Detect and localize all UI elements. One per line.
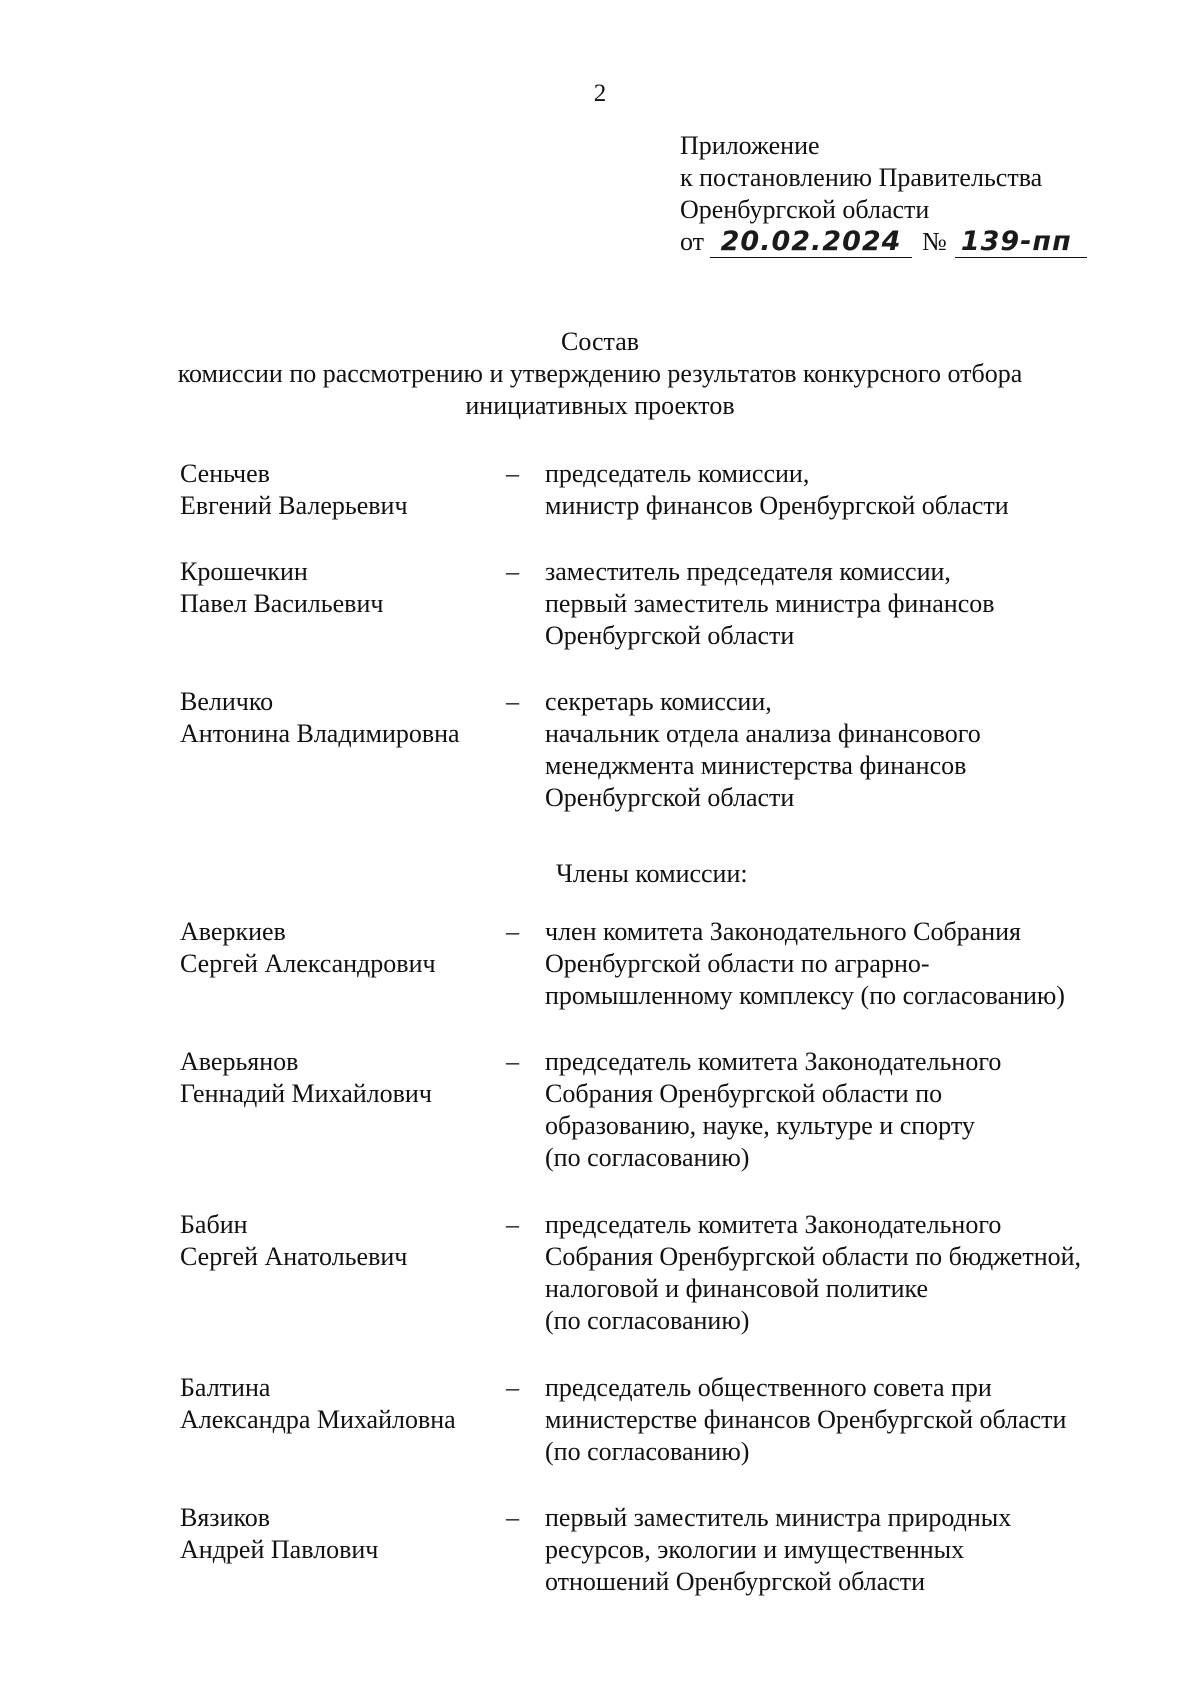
dash: –	[506, 1047, 519, 1076]
member-surname: Вязиков	[180, 1503, 271, 1532]
member-role	[545, 556, 1145, 652]
role-line: ресурсов, экологии и имущественных	[545, 1535, 965, 1564]
member-name	[180, 556, 500, 620]
number-sign: №	[922, 227, 947, 256]
member-given-names: Сергей Александрович	[180, 949, 436, 978]
title-line-2: инициативных проектов	[465, 391, 735, 420]
member-role	[545, 1502, 1145, 1598]
dash: –	[506, 1373, 519, 1402]
role-line: начальник отдела анализа финансового	[545, 719, 981, 748]
role-line: министр финансов Оренбургской области	[545, 491, 1009, 520]
role-line: председатель общественного совета при	[545, 1373, 992, 1402]
member-given-names: Антонина Владимировна	[180, 719, 460, 748]
role-line: промышленному комплексу (по согласованию)	[545, 981, 1065, 1010]
member-name	[180, 1502, 500, 1566]
member-surname: Балтина	[180, 1373, 271, 1402]
role-line: первый заместитель министра финансов	[545, 589, 995, 618]
role-line: секретарь комиссии,	[545, 687, 772, 716]
dash: –	[506, 917, 519, 946]
member-surname: Аверкиев	[180, 917, 286, 946]
role-line: (по согласованию)	[545, 1437, 750, 1466]
appendix-line-3: Оренбургской области	[680, 195, 930, 224]
role-line: председатель комитета Законодательного	[545, 1047, 1002, 1076]
member-role	[545, 458, 1145, 522]
appendix-block	[680, 130, 1087, 258]
title-line-1: комиссии по рассмотрению и утверждению результатов конкурсного отбора	[177, 359, 1023, 388]
appendix-date-number-line	[680, 226, 1087, 258]
role-line: (по согласованию)	[545, 1143, 750, 1172]
member-given-names: Павел Васильевич	[180, 589, 384, 618]
role-line: Оренбургской области по аграрно-	[545, 949, 930, 978]
member-role	[545, 1046, 1145, 1174]
member-role	[545, 1209, 1145, 1337]
role-line: член комитета Законодательного Собрания	[545, 917, 1022, 946]
handwritten-date: 20.02.2024	[710, 227, 912, 258]
member-surname: Величко	[180, 687, 274, 716]
role-line: первый заместитель министра природных	[545, 1503, 1012, 1532]
role-line: заместитель председателя комиссии,	[545, 557, 951, 586]
dash: –	[506, 687, 519, 716]
role-line: образованию, науке, культуре и спорту	[545, 1111, 975, 1140]
role-line: Оренбургской области	[545, 621, 795, 650]
member-given-names: Геннадий Михайлович	[180, 1079, 432, 1108]
role-line: председатель комиссии,	[545, 459, 810, 488]
member-given-names: Евгений Валерьевич	[180, 491, 408, 520]
dash: –	[506, 1503, 519, 1532]
appendix-line-1: Приложение	[680, 131, 820, 160]
member-surname: Аверьянов	[180, 1047, 299, 1076]
role-line: Собрания Оренбургской области по	[545, 1079, 943, 1108]
title-heading: Состав	[560, 327, 640, 356]
member-surname: Сеньчев	[180, 459, 270, 488]
member-name	[180, 1209, 500, 1273]
document-title	[0, 326, 1200, 422]
member-role	[545, 686, 1145, 814]
member-surname: Крошечкин	[180, 557, 308, 586]
appendix-line-2: к постановлению Правительства	[680, 163, 1043, 192]
role-line: (по согласованию)	[545, 1306, 750, 1335]
members-heading: Члены комиссии:	[556, 859, 748, 888]
member-name	[180, 686, 500, 750]
member-name	[180, 1046, 500, 1110]
dash: –	[506, 459, 519, 488]
member-role	[545, 916, 1145, 1012]
member-name	[180, 458, 500, 522]
role-line: отношений Оренбургской области	[545, 1567, 926, 1596]
handwritten-number: 139-пп	[955, 227, 1087, 258]
dash: –	[506, 1210, 519, 1239]
role-line: председатель комитета Законодательного	[545, 1210, 1002, 1239]
from-label: от	[680, 227, 705, 256]
role-line: налоговой и финансовой политике	[545, 1274, 929, 1303]
role-line: Собрания Оренбургской области по бюджетной,	[545, 1242, 1082, 1271]
member-role	[545, 1372, 1145, 1468]
member-name	[180, 916, 500, 980]
member-given-names: Сергей Анатольевич	[180, 1242, 408, 1271]
role-line: Оренбургской области	[545, 783, 795, 812]
member-name	[180, 1372, 500, 1436]
dash: –	[506, 557, 519, 586]
member-given-names: Андрей Павлович	[180, 1535, 379, 1564]
member-surname: Бабин	[180, 1210, 248, 1239]
member-given-names: Александра Михайловна	[180, 1405, 456, 1434]
role-line: менеджмента министерства финансов	[545, 751, 967, 780]
role-line: министерстве финансов Оренбургской области	[545, 1405, 1067, 1434]
page-number: 2	[593, 80, 607, 107]
